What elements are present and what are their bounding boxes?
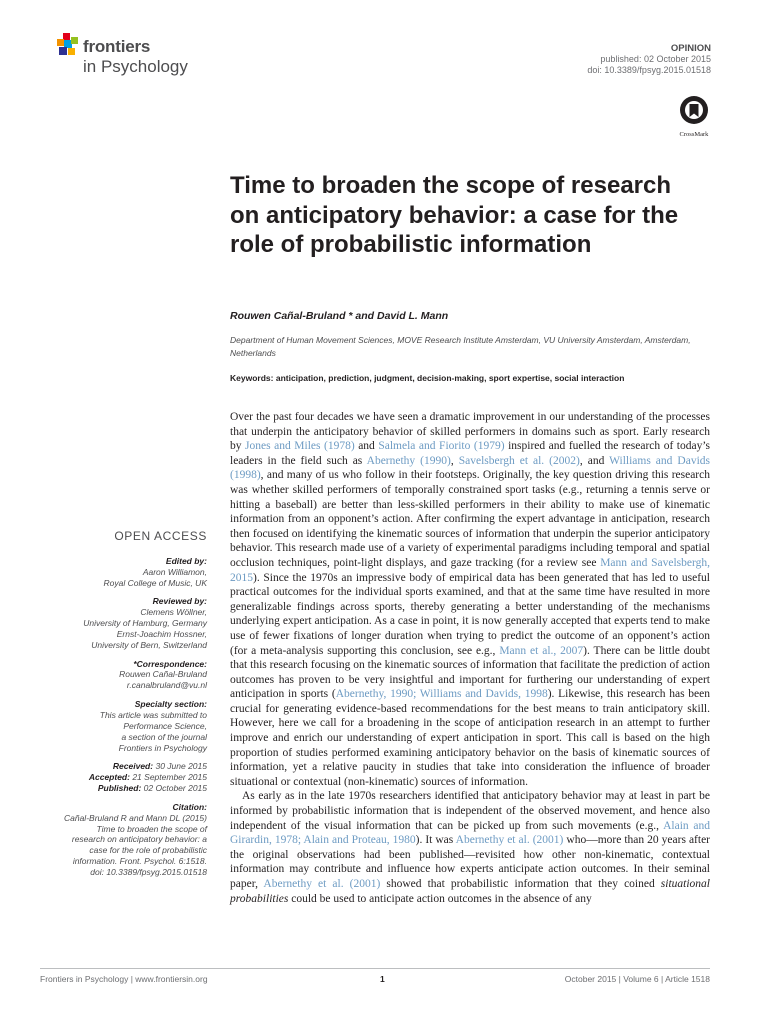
correspondence-name: Rouwen Cañal-Bruland [119,669,207,680]
citation-heading: Citation: [172,801,207,812]
reviewed-by-heading: Reviewed by: [152,596,207,607]
specialty-line: Performance Science, [123,720,207,731]
edited-by-heading: Edited by: [165,555,207,566]
citation-link[interactable]: Abernethy et al. (2001) [263,878,381,890]
citation-link[interactable]: Mann and Savelsbergh, 2015 [230,556,710,584]
article-title: Time to broaden the scope of research on anticipatory behavior: a case for the role of probabilistic information [230,172,679,258]
article-body [230,410,710,906]
citation-line: case for the role of probabilistic [89,845,207,856]
citation-line: research on anticipatory behavior: a [71,834,207,845]
open-access-label: OPEN ACCESS [114,529,207,543]
crossmark-label: CrossMark [679,131,709,138]
author-list[interactable]: Rouwen Cañal-Bruland * and David L. Mann [230,310,449,322]
footer-divider [40,968,710,969]
citation-link[interactable]: Mann et al., 2007 [499,644,584,657]
date-label: Published: [97,783,142,794]
body-paragraph: Over the past four decades we have seen a dramatic improvement in our understanding of the processes that underpin the anticipatory behavior of skilled performers in domains such as sport. Early research by Jones and Miles (1978) and Salmela and Fiorito (1979) inspired and fuelled the research of today’s leaders in the field such as Abernethy (1990), Savelsbergh et al. (2002), and Williams and Davids (1998), and many of us who follow in their footsteps. Originally, the key question driving this research was whether skilled performers of temporally constrained sport tasks (e.g., returning a tennis serve or hitting a baseball) are better than less-skilled performers in their ability to make use of kinematic information from an opponent’s action. After confirming the expert advantage in anticipation, research then focused on identifying the kinematic sources of information that underpin the superior anticipatory behavior. This research made use of a variety of experimental paradigms including temporal and spatial occlusion techniques, point-light displays, and gaze tracking (for a review see Mann and Savelsbergh, 2015). Since the 1970s an impressive body of empirical data has been generated that has led to useful practical outcomes for the individual sports examined, and that at the same time have resulted in more generalizable findings across sports, thereby generating a better understanding of the mechanisms underlying expert anticipation. As a case in point, it is now generally accepted that experts tend to make use of fewer fixations of longer duration when trying to predict the outcome of an opponent’s action (for a meta-analysis supporting this conclusion, see e.g., Mann et al., 2007). There can be little doubt that this research focusing on the kinematic sources of information that facilitate the prediction of action outcomes has proven to be very insightful and important for furthering our understanding of expert anticipation in sports (Abernethy, 1990; Williams and Davids, 1998). Likewise, this research has been crucial for generating evidence-based recommendations for the best means to train anticipatory skill. However, here we call for a broadening in the scope of anticipation research in an attempt to further improve and enrich our understanding of expert anticipation in sport. This call is based on the high proportion of studies performed examining anticipatory behavior on the basis of kinematic sources of information, yet a relative paucity in studies that take into consideration the influence of broader situational or contextual (non-kinematic) sources of information. [230,411,711,788]
citation-link[interactable]: Salmela and Fiorito (1979) [378,440,505,453]
citation-link[interactable]: Abernethy, 1990; Williams and Davids, 1998 [335,688,548,701]
footer-issue: October 2015 | Volume 6 | Article 1518 [564,974,710,984]
reviewer-affiliation: University of Hamburg, Germany [83,618,207,629]
reviewer-name: Clemens Wöllner, [140,607,207,618]
reviewed-by-section [40,596,207,650]
date-row [40,761,207,772]
specialty-line: a section of the journal [121,731,207,742]
specialty-section [40,699,207,753]
date-label: Accepted: [88,772,130,783]
reviewer-name: Ernst-Joachim Hossner, [116,628,207,639]
date-row [40,772,207,783]
correspondence-section [40,659,207,692]
reviewer-affiliation: University of Bern, Switzerland [91,639,207,650]
article-info-sidebar [40,531,207,886]
date-value: 30 June 2015 [155,761,207,772]
crossmark-badge[interactable] [677,95,711,138]
crossmark-icon [679,95,709,125]
frontiers-logo-icon [57,33,79,57]
citation-link[interactable]: Williams and Davids (1998) [230,454,710,482]
date-value: 02 October 2015 [143,783,207,794]
citation-line: doi: 10.3389/fpsyg.2015.01518 [90,866,207,877]
date-row [40,783,207,794]
editor-affiliation: Royal College of Music, UK [103,577,207,588]
emphasis-text: situational probabilities [230,878,710,905]
citation-link[interactable]: Alain and Girardin, 1978; Alain and Proteau, 1980 [230,819,711,847]
dates-section [40,761,207,794]
citation-line: Time to broaden the scope of [96,823,207,834]
correspondence-heading: *Correspondence: [133,658,207,669]
journal-logo[interactable] [57,33,207,81]
specialty-line: Frontiers in Psychology [118,742,207,753]
citation-section [40,802,207,878]
citation-link[interactable]: Jones and Miles (1978) [245,440,355,453]
citation-link[interactable]: Savelsbergh et al. (2002) [458,454,580,467]
citation-link[interactable]: Abernethy (1990) [366,454,451,467]
specialty-line: This article was submitted to [99,709,207,720]
published-date: published: 02 October 2015 [600,54,711,64]
specialty-heading: Specialty section: [134,699,207,710]
logo-brand: frontiers [83,37,151,56]
keywords-label: Keywords: [230,373,274,383]
citation-link[interactable]: Abernethy et al. (2001) [455,834,564,847]
article-meta [587,43,711,76]
keywords-line [230,373,710,383]
date-value: 21 September 2015 [132,772,207,783]
edited-by-section [40,556,207,589]
doi-link[interactable]: doi: 10.3389/fpsyg.2015.01518 [587,65,711,75]
citation-line: information. Front. Psychol. 6:1518. [72,856,207,867]
page-number: 1 [380,974,385,984]
citation-line: Cañal-Bruland R and Mann DL (2015) [63,812,207,823]
logo-journal: in Psychology [83,57,188,76]
correspondence-email[interactable]: r.canalbruland@vu.nl [126,680,207,691]
affiliation: Department of Human Movement Sciences, MOVE Research Institute Amsterdam, VU University Amsterdam, Amsterdam, Netherlands [230,335,691,358]
keywords-list: anticipation, prediction, judgment, decision-making, sport expertise, social interaction [275,373,625,383]
footer-journal[interactable]: Frontiers in Psychology | www.frontiersin.org [40,974,208,984]
editor-name: Aaron Williamon, [142,566,207,577]
date-label: Received: [112,761,154,772]
article-type: OPINION [670,43,711,54]
body-paragraph: As early as in the late 1970s researchers identified that anticipatory behavior may at least in part be informed by probabilistic information that is independent of the observed movement, and hence also independent of the visual information that can be picked up from such movements (e.g., Alain and Girardin, 1978; Alain and Proteau, 1980). It was Abernethy et al. (2001) who—more than 20 years after the original observations had been published—revisited how other non-kinematic, contextual information may contribute and influence how experts anticipate action outcomes. In their seminal paper, Abernethy et al. (2001) showed that probabilistic information that they coined situational probabilities could be used to anticipate action outcomes in the absence of any [230,790,711,905]
